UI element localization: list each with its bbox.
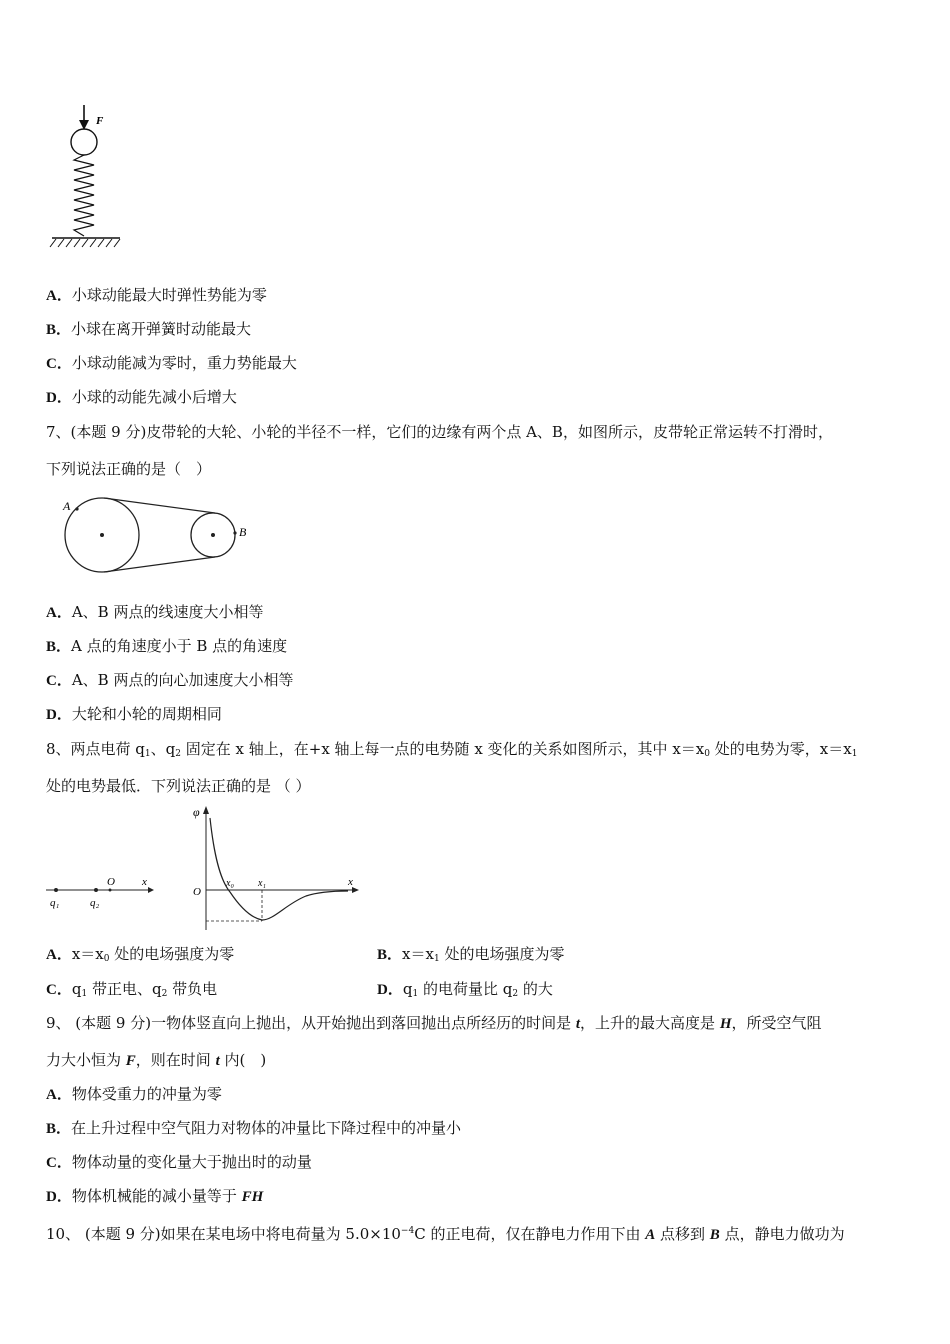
q8-option-b: B．$x=x_1$ 处的电场强度为零 (377, 945, 565, 964)
q8-option-c: C．$q_1$ 带正电、$q_2$ 带负电 (46, 980, 218, 999)
x-axis-left-arrow (148, 887, 154, 893)
q6-option-d: D．小球的动能先减小后增大 (46, 388, 237, 406)
q9-option-a: A．物体受重力的冲量为零 (46, 1085, 222, 1103)
x1-label: x₁ (258, 878, 266, 889)
q7-stem-line2: 下列说法正确的是（ ） (46, 460, 212, 478)
q8-stem-line2: 处的电势最低．下列说法正确的是 （ ） (46, 777, 311, 795)
q7-option-a: A．A、B 两点的线速度大小相等 (46, 603, 264, 621)
q6-option-c: C．小球动能减为零时，重力势能最大 (46, 354, 297, 372)
phi-label: φ (193, 805, 200, 819)
charge-axis-figure (44, 870, 159, 915)
q10-stem-line1: 10、 (本题 9 分)如果在某电场中将电荷量为 $5.0\times 10^{-4}C$ 的正电荷，仅在静电力作用下由 A 点移到 B 点，静电力做功为 (46, 1225, 845, 1243)
q9-option-b: B．在上升过程中空气阻力对物体的冲量比下降过程中的冲量小 (46, 1119, 462, 1137)
ground-hatch (50, 239, 120, 247)
q2-label: q₂ (90, 897, 100, 909)
q7-stem-line1: 7、(本题 9 分)皮带轮的大轮、小轮的半径不一样，它们的边缘有两个点 A、B，如图所示，皮带轮正常运转不打滑时， (46, 423, 833, 441)
point-a (75, 507, 78, 510)
point-b (233, 531, 236, 534)
belt-bottom (104, 557, 215, 572)
small-wheel-center (211, 533, 215, 537)
x-axis-right-arrow (352, 887, 359, 893)
label-b: B (239, 525, 247, 539)
potential-graph (188, 800, 363, 935)
origin-left-label: O (107, 876, 115, 888)
x-right-label: x (348, 876, 353, 888)
spring-figure (44, 100, 134, 255)
spring-coil (74, 155, 94, 236)
phi-axis-arrow (203, 806, 209, 814)
origin-left (109, 889, 112, 892)
q7-option-d: D．大轮和小轮的周期相同 (46, 705, 222, 723)
ball (71, 129, 97, 155)
q6-option-b: B．小球在离开弹簧时动能最大 (46, 320, 252, 338)
big-wheel-center (100, 533, 104, 537)
x-left-label: x (142, 876, 147, 888)
potential-curve (210, 818, 348, 920)
q8-option-a: A．$x=x_0$ 处的电场强度为零 (46, 945, 235, 964)
force-label: F (96, 115, 104, 127)
pulley-figure (55, 495, 265, 580)
q7-option-b: B．A 点的角速度小于 B 点的角速度 (46, 637, 288, 655)
q7-option-c: C．A、B 两点的向心加速度大小相等 (46, 671, 294, 689)
q9-stem-line2: 力大小恒为 F，则在时间 t 内( ) (46, 1051, 267, 1069)
q9-stem-line1: 9、 (本题 9 分)一物体竖直向上抛出，从开始抛出到落回抛出点所经历的时间是 t，上升的最大高度是 H，所受空气阻 (46, 1014, 822, 1032)
q1-label: q₁ (50, 897, 60, 909)
charge-q2 (94, 888, 98, 892)
x0-label: x₀ (226, 878, 234, 889)
charge-q1 (54, 888, 58, 892)
label-a: A (63, 499, 71, 513)
origin-right-label: O (193, 886, 201, 898)
q6-option-a: A．小球动能最大时弹性势能为零 (46, 286, 267, 304)
q8-stem-line1: 8、两点电荷 $q_1$、$q_2$ 固定在 x 轴上，在+x 轴上每一点的电势随 x 变化的关系如图所示，其中 $x=x_0$ 处的电势为零，$x=x_1$ (46, 740, 858, 759)
q9-option-d: D．物体机械能的减小量等于 FH (46, 1187, 264, 1205)
belt-top (104, 498, 215, 513)
q8-option-d: D．$q_1$ 的电荷量比 $q_2$ 的大 (377, 980, 553, 999)
q9-option-c: C．物体动量的变化量大于抛出时的动量 (46, 1153, 312, 1171)
